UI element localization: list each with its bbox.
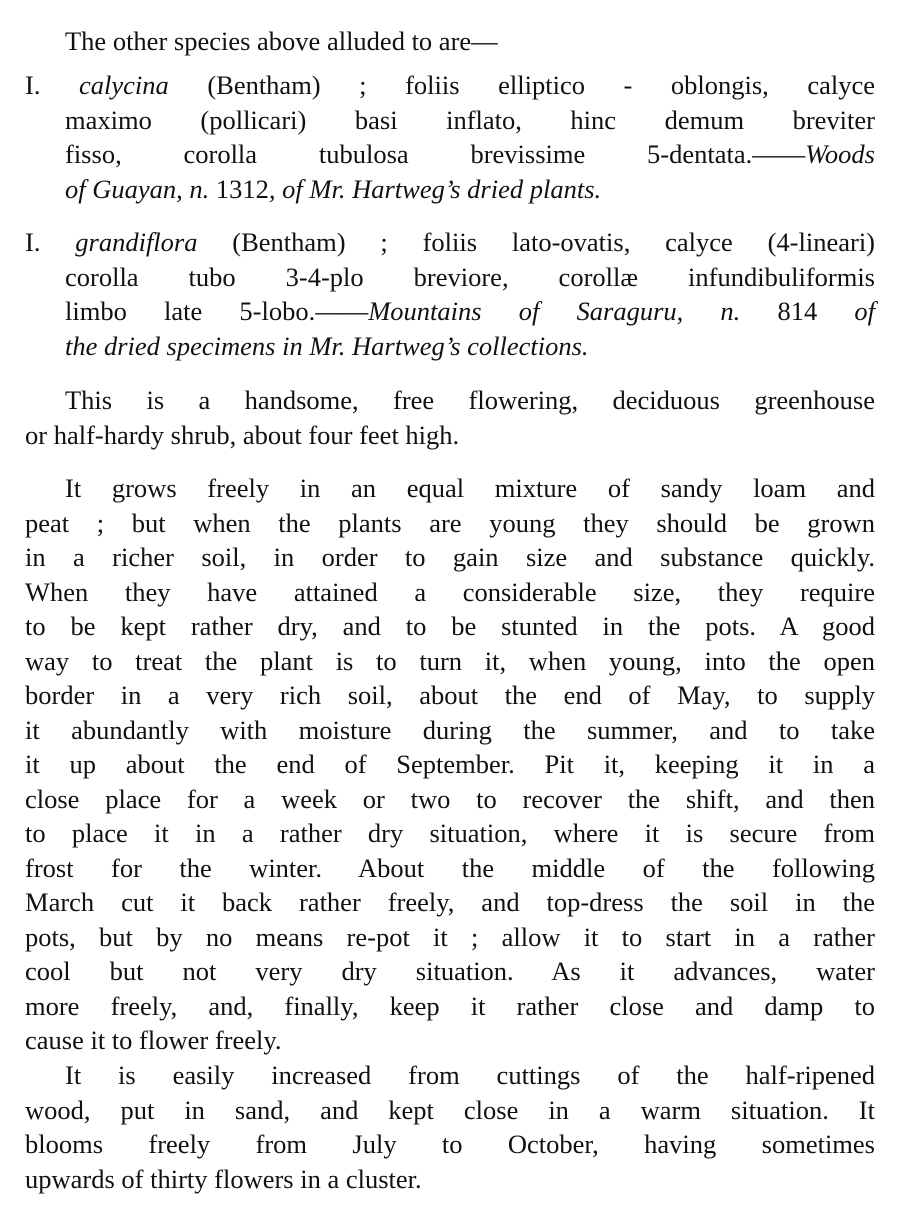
paragraph-line: This is a handsome, free flowering, deciduous greenhouse bbox=[65, 385, 875, 415]
paragraph-line: or half-hardy shrub, about four feet high. bbox=[25, 419, 460, 450]
paragraph-line: to place it in a rather dry situation, where it is secure from bbox=[25, 818, 875, 848]
paragraph-line: in a richer soil, in order to gain size and substance quickly. bbox=[25, 542, 875, 572]
paragraph-line: cause it to flower freely. bbox=[25, 1025, 282, 1055]
paragraph-line: it abundantly with moisture during the summer, and to take bbox=[25, 714, 875, 745]
species-entry-grandiflora bbox=[25, 225, 875, 363]
italic-text: , of Mr. Hartweg’s dried plants. bbox=[268, 173, 602, 204]
italic-text: of Guayan, n. bbox=[65, 173, 216, 204]
paragraph-line: more freely, and, finally, keep it rather close and damp to bbox=[25, 990, 875, 1021]
text-segment: I. bbox=[25, 70, 79, 100]
intro-paragraph bbox=[25, 24, 875, 59]
italic-text: Mountains of Saraguru, n. bbox=[368, 296, 778, 326]
cultivation-paragraph bbox=[25, 471, 875, 1058]
intro-line: The other species above alluded to are— bbox=[65, 26, 498, 56]
species-line bbox=[25, 329, 875, 364]
species-entry-calycina bbox=[25, 68, 875, 206]
species-line bbox=[25, 225, 875, 260]
text-segment: I. bbox=[25, 227, 76, 257]
paragraph-line: frost for the winter. About the middle of the following bbox=[25, 852, 875, 883]
paragraph-line: pots, but by no means re-pot it ; allow it to start in a rather bbox=[25, 921, 875, 952]
species-line bbox=[25, 137, 875, 172]
text-segment: limbo late 5-lobo.—— bbox=[65, 296, 369, 326]
propagation-paragraph bbox=[25, 1058, 875, 1196]
species-line bbox=[25, 294, 875, 329]
italic-text: the dried specimens in Mr. Hartweg’s collections. bbox=[65, 330, 589, 361]
paragraph-line: cool but not very dry situation. As it advances, water bbox=[25, 956, 875, 986]
species-line bbox=[25, 172, 875, 207]
description-paragraph bbox=[25, 383, 875, 452]
text-segment: maximo (pollicari) basi inflato, hinc demum breviter bbox=[65, 104, 875, 135]
paragraph-line: March cut it back rather freely, and top-dress the soil in the bbox=[25, 887, 875, 917]
paragraph-line: upwards of thirty flowers in a cluster. bbox=[25, 1163, 422, 1194]
paragraph-line: close place for a week or two to recover the shift, and then bbox=[25, 783, 875, 814]
paragraph-line: peat ; but when the plants are young they should be grown bbox=[25, 507, 875, 538]
text-segment: (Bentham) ; foliis elliptico - oblongis, calyce bbox=[168, 70, 875, 100]
paragraph-line: border in a very rich soil, about the end of May, to supply bbox=[25, 680, 875, 710]
text-segment: 814 bbox=[777, 296, 818, 326]
paragraph-line: to be kept rather dry, and to be stunted in the pots. A good bbox=[25, 611, 875, 641]
text-segment: 1312 bbox=[215, 173, 269, 204]
text-segment: fisso, corolla tubulosa brevissime 5-dentata.—— bbox=[65, 139, 806, 169]
paragraph-line: it up about the end of September. Pit it, keeping it in a bbox=[25, 749, 875, 779]
paragraph-line: way to treat the plant is to turn it, when young, into the open bbox=[25, 645, 875, 676]
italic-text: Woods bbox=[805, 139, 875, 169]
species-line bbox=[25, 260, 875, 295]
text-segment: (Bentham) ; foliis lato-ovatis, calyce (4-lineari) bbox=[197, 227, 876, 257]
paragraph-line: It is easily increased from cuttings of the half-ripened bbox=[65, 1060, 875, 1090]
paragraph-line: When they have attained a considerable size, they require bbox=[25, 576, 875, 607]
species-line bbox=[25, 68, 875, 103]
text-segment: corolla tubo 3-4-plo breviore, corollæ infundibuliformis bbox=[65, 261, 875, 292]
paragraph-line: wood, put in sand, and kept close in a warm situation. It bbox=[25, 1094, 875, 1125]
italic-text: grandiflora bbox=[75, 227, 198, 257]
paragraph-line: It grows freely in an equal mixture of sandy loam and bbox=[65, 473, 875, 503]
species-line bbox=[25, 103, 875, 138]
italic-text: of bbox=[817, 296, 875, 326]
italic-text: calycina bbox=[79, 70, 169, 100]
paragraph-line: blooms freely from July to October, having sometimes bbox=[25, 1129, 875, 1159]
